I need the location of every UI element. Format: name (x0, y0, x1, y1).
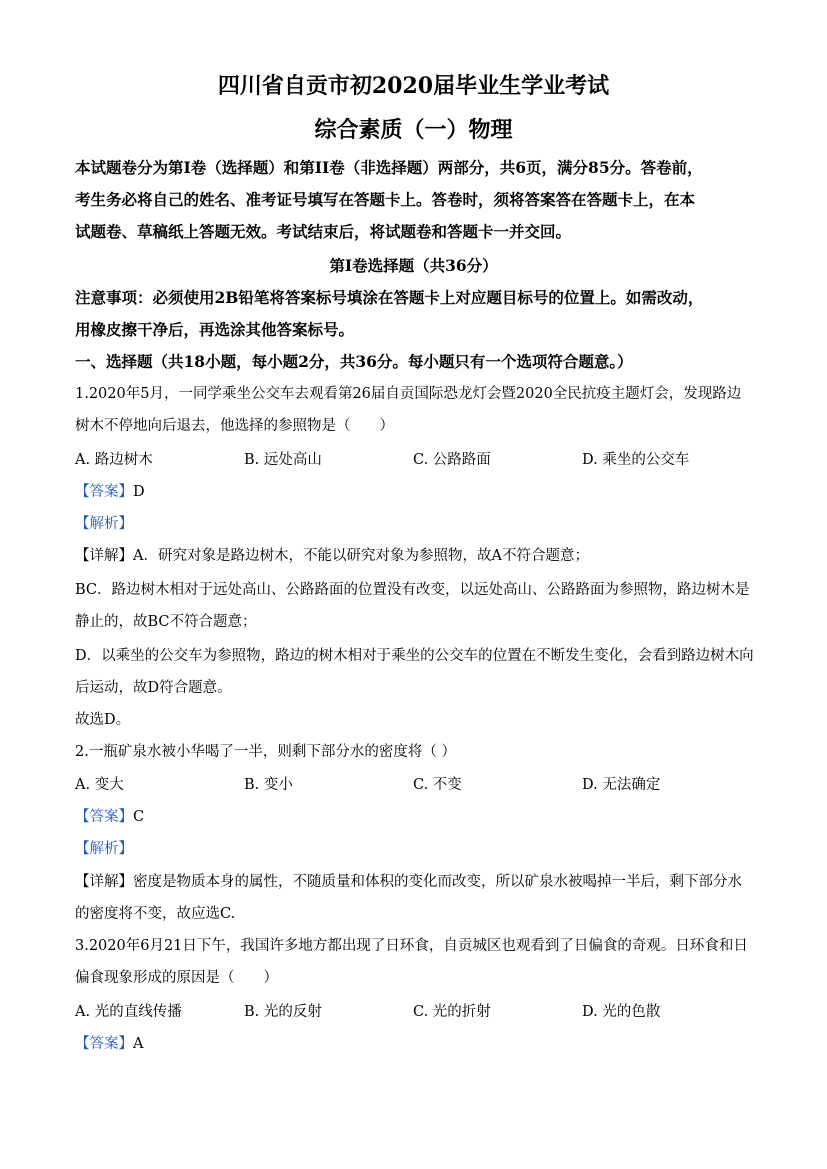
answer-tag: 【答案】 (75, 1036, 133, 1052)
q1-stem-line-1: 1.2020年5月，一同学乘坐公交车去观看第26届自贡国际恐龙灯会暨2020全民抗疫主题灯会，发现路边 (75, 386, 742, 402)
q1-answer (75, 482, 145, 502)
q2-option-a: A. 变大 (75, 777, 124, 793)
answer-tag: 【答案】 (75, 484, 133, 500)
q2-detail-line-2: 的密度将不变，故应选C. (75, 906, 236, 922)
q1-detail-line-4: D．以乘坐的公交车为参照物，路边的树木相对于乘坐的公交车的位置在不断发生变化，会看到路边树木向 (75, 648, 754, 664)
q2-option-d: D. 无法确定 (582, 777, 661, 793)
q2-stem: 2.一瓶矿泉水被小华喝了一半，则剩下部分水的密度将（ ） (75, 744, 456, 760)
q1-option-a: A. 路边树木 (75, 452, 153, 468)
q2-option-b: B. 变小 (244, 777, 293, 793)
detail-tag: 【详解】 (75, 548, 133, 564)
q3-option-d: D. 光的色散 (582, 1004, 661, 1020)
exam-title: 四川省自贡市初2020届毕业生学业考试 (217, 73, 610, 99)
detail-tag: 【详解】 (75, 874, 133, 890)
q1-detail-line-2: BC．路边树木相对于远处高山、公路路面的位置没有改变，以远处高山、公路路面为参照物，路边树木是 (75, 582, 750, 598)
q2-option-c: C. 不变 (413, 777, 462, 793)
analysis-tag: 【解析】 (75, 841, 133, 857)
q1-option-b: B. 远处高山 (244, 452, 322, 468)
q2-answer (75, 807, 144, 827)
exam-subtitle: 综合素质（一）物理 (314, 117, 513, 143)
q3-answer (75, 1034, 143, 1054)
q1-stem-line-2: 树木不停地向后退去，他选择的参照物是（ ） (75, 418, 394, 434)
intro-line-2: 考生务必将自己的姓名、准考证号填写在答题卡上。答卷时，须将答案答在答题卡上，在本 (75, 190, 696, 209)
q1-analysis (75, 514, 133, 534)
section-title: 第I卷选择题（共36分） (329, 256, 498, 275)
q3-option-c: C. 光的折射 (413, 1004, 491, 1020)
q1-detail-line-1 (75, 546, 589, 566)
q1-option-d: D. 乘坐的公交车 (582, 452, 690, 468)
intro-line-3: 试题卷、草稿纸上答题无效。考试结束后，将试题卷和答题卡一并交回。 (75, 222, 572, 241)
notice-line-1: 注意事项：必须使用2B铅笔将答案标号填涂在答题卡上对应题目标号的位置上。如需改动， (75, 288, 704, 307)
q3-option-b: B. 光的反射 (244, 1004, 322, 1020)
q1-conclusion: 故选D。 (75, 712, 131, 728)
q1-option-c: C. 公路路面 (413, 452, 491, 468)
q3-stem-line-1: 3.2020年6月21日下午，我国许多地方都出现了日环食，自贡城区也观看到了日偏食的奇观。日环食和日 (75, 938, 748, 954)
q1-answer-value: D (133, 484, 145, 500)
q3-option-a: A. 光的直线传播 (75, 1004, 182, 1020)
intro-line-1: 本试题卷分为第I卷（选择题）和第II卷（非选择题）两部分，共6页，满分85分。答卷前， (75, 158, 703, 177)
q2-detail-line-1 (75, 872, 742, 892)
q3-answer-value: A (133, 1036, 144, 1052)
notice-line-2: 用橡皮擦干净后，再选涂其他答案标号。 (75, 320, 355, 339)
q2-detail-text: 密度是物质本身的属性，不随质量和体积的变化而改变，所以矿泉水被喝掉一半后，剩下部分水 (133, 874, 742, 890)
analysis-tag: 【解析】 (75, 516, 133, 532)
q2-answer-value: C (133, 809, 145, 825)
part-heading: 一、选择题（共18小题，每小题2分，共36分。每小题只有一个选项符合题意。） (75, 352, 633, 371)
q3-stem-line-2: 偏食现象形成的原因是（ ） (75, 970, 278, 986)
q2-analysis (75, 839, 133, 859)
q1-detail-text: A．研究对象是路边树木，不能以研究对象为参照物，故A不符合题意； (133, 548, 589, 564)
answer-tag: 【答案】 (75, 809, 133, 825)
q1-detail-line-5: 后运动，故D符合题意。 (75, 680, 232, 696)
q1-detail-line-3: 静止的，故BC不符合题意； (75, 614, 257, 630)
